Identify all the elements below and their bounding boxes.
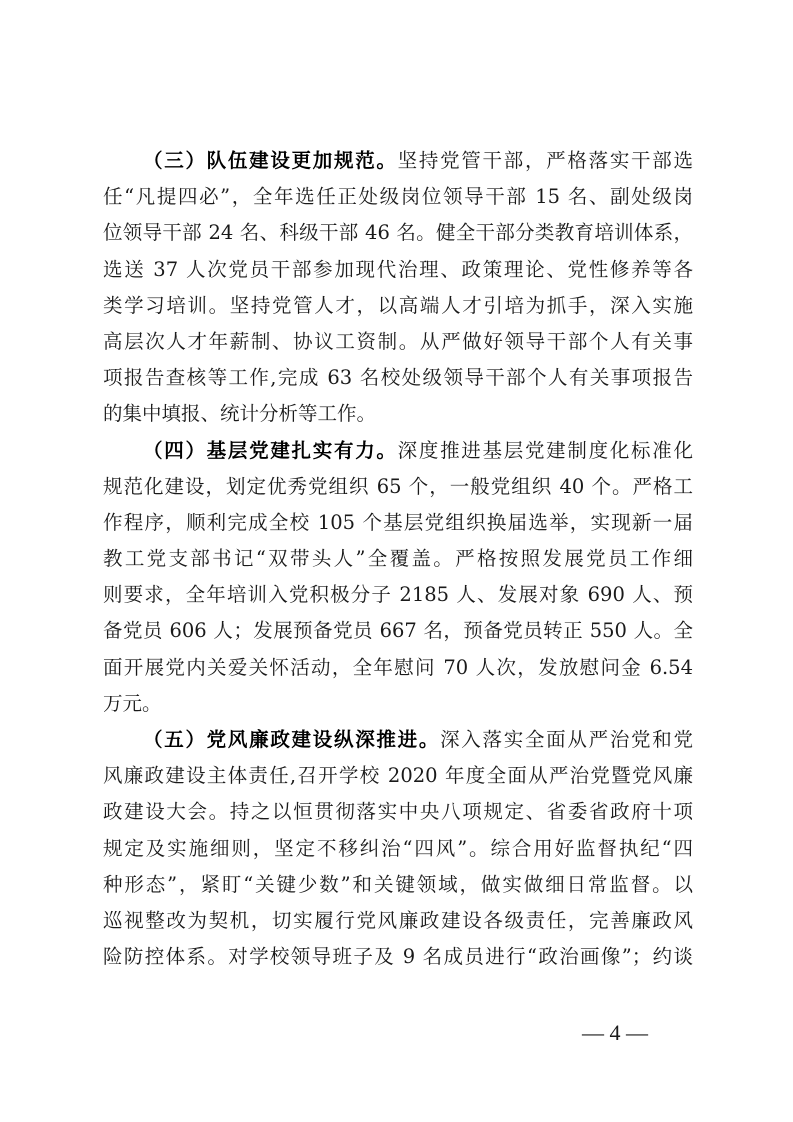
- section-heading: （三）队伍建设更加规范。: [143, 149, 398, 172]
- paragraph-line: 风廉政建设主体责任,召开学校 2020 年度全面从严治党暨党风廉: [103, 764, 693, 788]
- paragraph-line: 巡视整改为契机，切实履行党风廉政建设各级责任，完善廉政风: [103, 908, 693, 932]
- paragraph-line: 作程序，顺利完成全校 105 个基层党组织换届选举，实现新一届: [103, 510, 693, 534]
- paragraph-line: 则要求，全年培训入党积极分子 2185 人、发展对象 690 人、预: [103, 583, 693, 607]
- paragraph-grassroots-party: [103, 433, 693, 723]
- paragraph-line: 高层次人才年薪制、协议工资制。从严做好领导干部个人有关事: [103, 329, 693, 353]
- line-text: 深入落实全面从严治党和党: [440, 728, 693, 751]
- section-heading: （四）基层党建扎实有力。: [143, 438, 398, 462]
- paragraph-line: 规范化建设，划定优秀党组织 65 个，一般党组织 40 个。严格工: [103, 474, 693, 498]
- body-text: [103, 143, 693, 975]
- paragraph-line: 的集中填报、统计分析等工作。: [103, 402, 377, 426]
- paragraph-line: 万元。: [103, 691, 162, 715]
- paragraph-line: 选送 37 人次党员干部参加现代治理、政策理论、党性修养等各: [103, 257, 693, 281]
- line-text: 坚持党管干部，严格落实干部选: [397, 149, 693, 172]
- line-text: 深度推进基层党建制度化标准化: [397, 438, 693, 462]
- paragraph-team-building: [103, 143, 693, 433]
- paragraph-line: 位领导干部 24 名、科级干部 46 名。健全干部分类教育培训体系，: [103, 221, 693, 245]
- paragraph-line: [103, 143, 693, 179]
- paragraph-line: 险防控体系。对学校领导班子及 9 名成员进行“政治画像”；约谈: [103, 945, 693, 969]
- paragraph-line: 任“凡提四必”，全年选任正处级岗位领导干部 15 名、副处级岗: [103, 185, 693, 209]
- page-number: — 4 —: [582, 1020, 648, 1045]
- paragraph-line: 备党员 606 人；发展预备党员 667 名，预备党员转正 550 人。全: [103, 619, 693, 643]
- paragraph-line: 种形态”，紧盯“关键少数”和关键领域，做实做细日常监督。以: [103, 872, 693, 896]
- paragraph-line: [103, 433, 693, 469]
- paragraph-line: 规定及实施细则，坚定不移纠治“四风”。综合用好监督执纪“四: [103, 836, 693, 860]
- section-heading: （五）党风廉政建设纵深推进。: [143, 728, 441, 751]
- paragraph-line: 面开展党内关爱关怀活动，全年慰问 70 人次，发放慰问金 6.54: [103, 655, 693, 679]
- paragraph-line: 类学习培训。坚持党管人才，以高端人才引培为抓手，深入实施: [103, 293, 693, 317]
- paragraph-line: 教工党支部书记“双带头人”全覆盖。严格按照发展党员工作细: [103, 547, 693, 571]
- paragraph-line: 政建设大会。持之以恒贯彻落实中央八项规定、省委省政府十项: [103, 800, 693, 824]
- paragraph-line: [103, 722, 693, 758]
- paragraph-clean-governance: [103, 722, 693, 975]
- paragraph-line: 项报告查核等工作,完成 63 名校处级领导干部个人有关事项报告: [103, 366, 693, 390]
